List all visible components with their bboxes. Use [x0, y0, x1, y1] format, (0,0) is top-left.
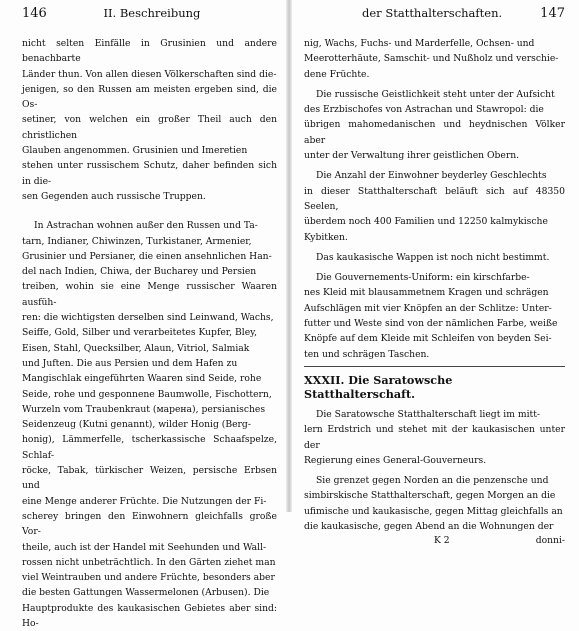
text-line: In Astrachan wohnen außer den Russen und Ta- — [34, 220, 258, 232]
right-header — [304, 6, 565, 26]
left-header — [22, 6, 277, 26]
running-title-right: der Statthalterschaften. — [362, 6, 503, 20]
text-line: unter der Verwaltung ihrer geistlichen Obern. — [304, 150, 520, 162]
catchword: donni- — [535, 535, 565, 547]
text-line: honig), Lämmerfelle, tscherkassische Schaafspelze, Schlaf- — [22, 434, 277, 461]
left-paragraph-2 — [22, 218, 277, 631]
text-line: nes Kleid mit blausammetnem Kragen und schrägen — [304, 287, 549, 299]
text-line: Sie grenzet gegen Norden an die penzensche und — [316, 475, 549, 487]
right-footer — [304, 535, 565, 546]
text-line: rossen nicht unbeträchtlich. In den Gärten ziehet man — [22, 556, 276, 568]
text-line: Seiffe, Gold, Silber und verarbeitetes Kupfer, Bley, — [22, 327, 258, 339]
left-body — [22, 36, 277, 631]
text-line: Meerotterhäute, Samschit- und Nußholz und verschie- — [304, 53, 559, 65]
text-line: in dieser Statthalterschaft beläuft sich auf 48350 Seelen, — [304, 185, 565, 212]
text-line: Wurzeln vom Traubenkraut (марена), persianisches — [22, 403, 266, 415]
right-paragraph-6 — [304, 407, 565, 468]
text-line: die kaukasische, gegen Abend an die Wohnungen der — [304, 521, 554, 533]
text-line: übrigen mahomedanischen und heydnischen Völker aber — [304, 119, 565, 146]
text-line: Regierung eines General-Gouverneurs. — [304, 454, 487, 466]
text-line: überdem noch 400 Familien und 12250 kalmykische — [304, 216, 548, 228]
right-paragraph-1 — [304, 36, 565, 82]
text-line: Seide, rohe und gesponnene Baumwolle, Fischottern, — [22, 388, 272, 400]
right-page — [290, 0, 579, 547]
text-line: ten und schrägen Taschen. — [304, 348, 430, 360]
text-line: Kybitken. — [304, 231, 348, 243]
text-line: ren: die wichtigsten derselben sind Leinwand, Wachs, — [22, 312, 274, 324]
text-line: Die Saratowsche Statthalterschaft liegt im mitt- — [316, 408, 541, 420]
running-title-left: II. Beschreibung — [103, 6, 201, 20]
right-body — [304, 36, 565, 546]
page-number-left: 146 — [22, 6, 47, 21]
text-line: futter und Weste sind von der nämlichen Farbe, weiße — [304, 318, 558, 330]
text-line: Aufschlägen mit vier Knöpfen an der Schlitze: Unter- — [304, 302, 552, 314]
text-line: nig, Wachs, Fuchs- und Marderfelle, Ochsen- und — [304, 38, 535, 49]
text-line: tarn, Indianer, Chiwinzen, Turkistaner, Armenier, — [22, 235, 252, 247]
text-line: nicht selten Einfälle in Grusinien und andere benachbarte — [22, 38, 277, 65]
page-number-right: 147 — [540, 6, 565, 21]
right-paragraph-7 — [304, 473, 565, 534]
text-line: eine Menge anderer Früchte. Die Nutzungen der Fi- — [22, 495, 267, 507]
section-rule — [304, 366, 565, 367]
text-line: simbirskische Statthalterschaft, gegen Morgen an die — [304, 490, 556, 502]
signature-mark: K 2 — [434, 535, 450, 547]
text-line: Knöpfe auf dem Kleide mit Schleifen von beyden Sei- — [304, 333, 552, 345]
left-paragraph-1 — [22, 36, 277, 204]
text-line: setiner, von welchen ein großer Theil auch den christlichen — [22, 114, 277, 141]
right-paragraph-3 — [304, 168, 565, 244]
text-line: ufimische und kaukasische, gegen Mittag gleichfalls an — [304, 505, 563, 517]
text-line: Länder thun. Von allen diesen Völkerschaften sind die- — [22, 68, 277, 80]
text-line: viel Weintrauben und andere Früchte, besonders aber — [22, 572, 275, 584]
text-line: scherey bringen den Einwohnern gleichfalls große Vor- — [22, 510, 277, 538]
text-line: dene Früchte. — [304, 68, 370, 80]
section-heading: XXXII. Die Saratowsche Statthalterschaft. — [304, 372, 453, 401]
text-line: sen Gegenden auch russische Truppen. — [22, 190, 206, 202]
text-line: die besten Gattungen Wassermelonen (Arbusen). Die — [22, 587, 270, 599]
text-line: theile, auch ist der Handel mit Seehunden und Wall- — [22, 541, 267, 553]
text-line: und Juften. Die aus Persien und dem Hafen zu — [22, 357, 238, 369]
text-line: röcke, Tabak, türkischer Weizen, persische Erbsen und — [22, 465, 277, 492]
text-line: Grusinier und Persianer, die einen ansehnlichen Han- — [22, 250, 272, 262]
right-paragraph-4 — [304, 250, 565, 265]
left-page — [0, 0, 289, 629]
text-line: jenigen, so den Russen am meisten ergeben sind, die Os- — [22, 83, 277, 111]
text-line: Die russische Geistlichkeit steht unter der Aufsicht — [316, 88, 555, 100]
text-line: Eisen, Stahl, Quecksilber, Alaun, Vitriol, Salmiak — [22, 342, 250, 354]
text-line: lern Erdstrich und stehet mit der kaukasischen unter der — [304, 424, 565, 451]
right-paragraph-2 — [304, 87, 565, 163]
text-line: Das kaukasische Wappen ist noch nicht bestimmt. — [316, 251, 550, 263]
right-paragraph-5 — [304, 270, 565, 362]
text-line: treiben, wohin sie eine Menge russischer Waaren ausfüh- — [22, 281, 277, 308]
text-line: Die Anzahl der Einwohner beyderley Geschlechts — [316, 170, 547, 182]
text-line: Seidenzeug (Kutni genannt), wilder Honig (Berg- — [22, 419, 251, 431]
text-line: stehen unter russischem Schutz, daher befinden sich in die- — [22, 160, 277, 187]
text-line: Mangischlak eingeführten Waaren sind Seide, rohe — [22, 373, 262, 385]
text-line: des Erzbischofes von Astrachan und Stawropol: die — [304, 104, 544, 116]
text-line: del nach Indien, Chiwa, der Bucharey und Persien — [22, 266, 257, 278]
text-line: Hauptprodukte des kaukasischen Gebietes aber sind: Ho- — [22, 602, 277, 629]
text-line: Die Gouvernements-Uniform: ein kirschfarbe- — [316, 272, 530, 284]
text-line: Glauben angenommen. Grusinien und Imeretien — [22, 145, 248, 157]
